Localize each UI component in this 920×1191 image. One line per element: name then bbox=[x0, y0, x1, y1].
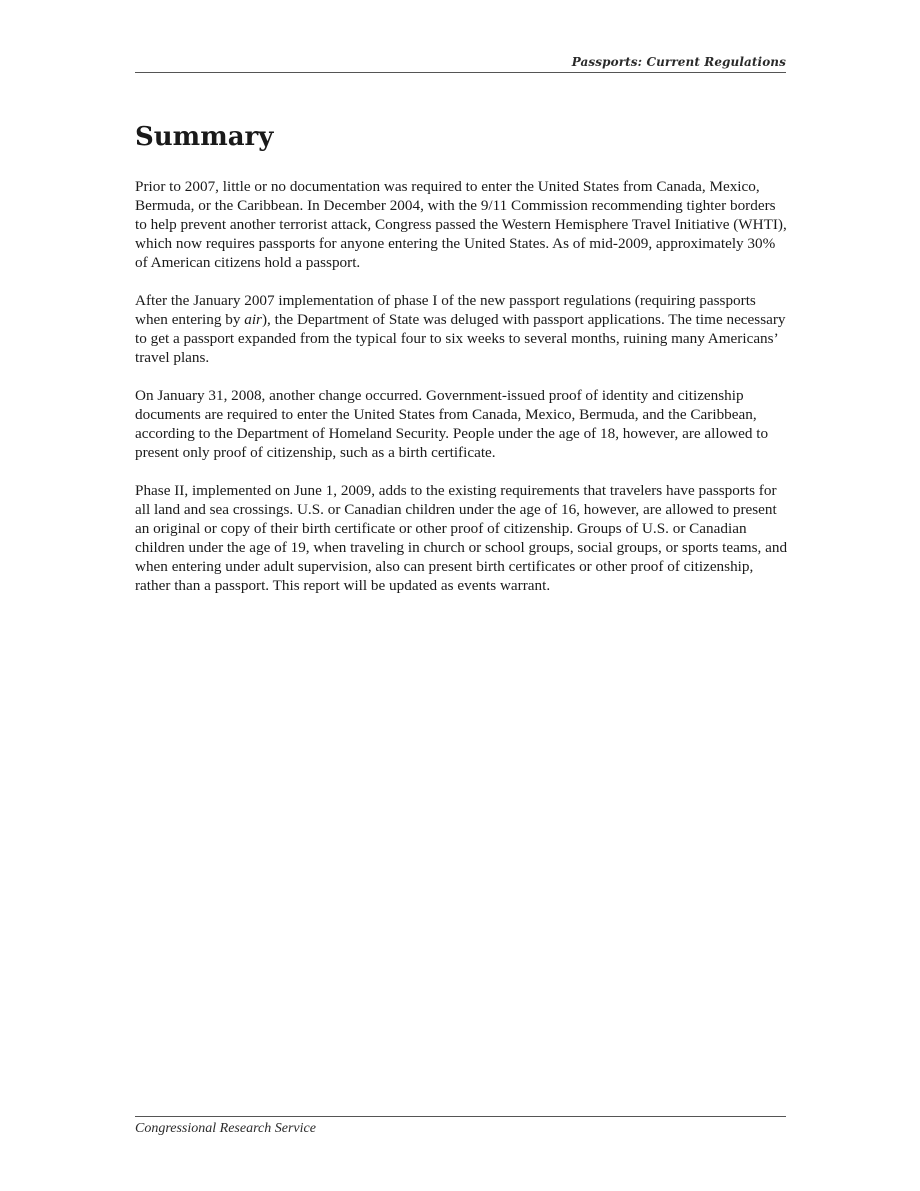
running-header: Passports: Current Regulations bbox=[571, 55, 786, 69]
paragraph-2-emphasis: air bbox=[244, 311, 262, 328]
summary-body bbox=[135, 177, 790, 614]
header-rule bbox=[135, 72, 786, 73]
paragraph-4: Phase II, implemented on June 1, 2009, adds to the existing requirements that travelers have passports for all land and sea crossings. U.S. or Canadian children under the age of 16, however, are allowed to present an original or copy of their birth certificate or other proof of citizenship. Groups of U.S. or Canadian children under the age of 19, when traveling in church or school groups, social groups, or sports teams, and when entering under adult supervision, also can present birth certificates or other proof of citizenship, rather than a passport. This report will be updated as events warrant. bbox=[135, 482, 788, 594]
footer-rule bbox=[135, 1116, 786, 1117]
paragraph-3: On January 31, 2008, another change occurred. Government-issued proof of identity and citizenship documents are required to enter the United States from Canada, Mexico, Bermuda, and the Caribbean, according to the Department of Homeland Security. People under the age of 18, however, are allowed to present only proof of citizenship, such as a birth certificate. bbox=[135, 387, 769, 461]
paragraph-2-part-1: After the January 2007 implementation of phase I of the new passport regulations (requiring passports when entering by bbox=[135, 292, 756, 328]
running-footer: Congressional Research Service bbox=[135, 1121, 316, 1136]
paragraph-1: Prior to 2007, little or no documentation was required to enter the United States from Canada, Mexico, Bermuda, or the Caribbean. In December 2004, with the 9/11 Commission recommending tighter borders to help prevent another terrorist attack, Congress passed the Western Hemisphere Travel Initiative (WHTI), which now requires passports for anyone entering the United States. As of mid-2009, approximately 30% of American citizens hold a passport. bbox=[135, 178, 787, 271]
paragraph-2 bbox=[135, 291, 790, 367]
paragraph-2-part-2: ), the Department of State was deluged with passport applications. The time necessary to get a passport expanded from the typical four to six weeks to several months, ruining many Americans’ travel plans. bbox=[135, 311, 786, 366]
section-title: Summary bbox=[135, 122, 274, 152]
